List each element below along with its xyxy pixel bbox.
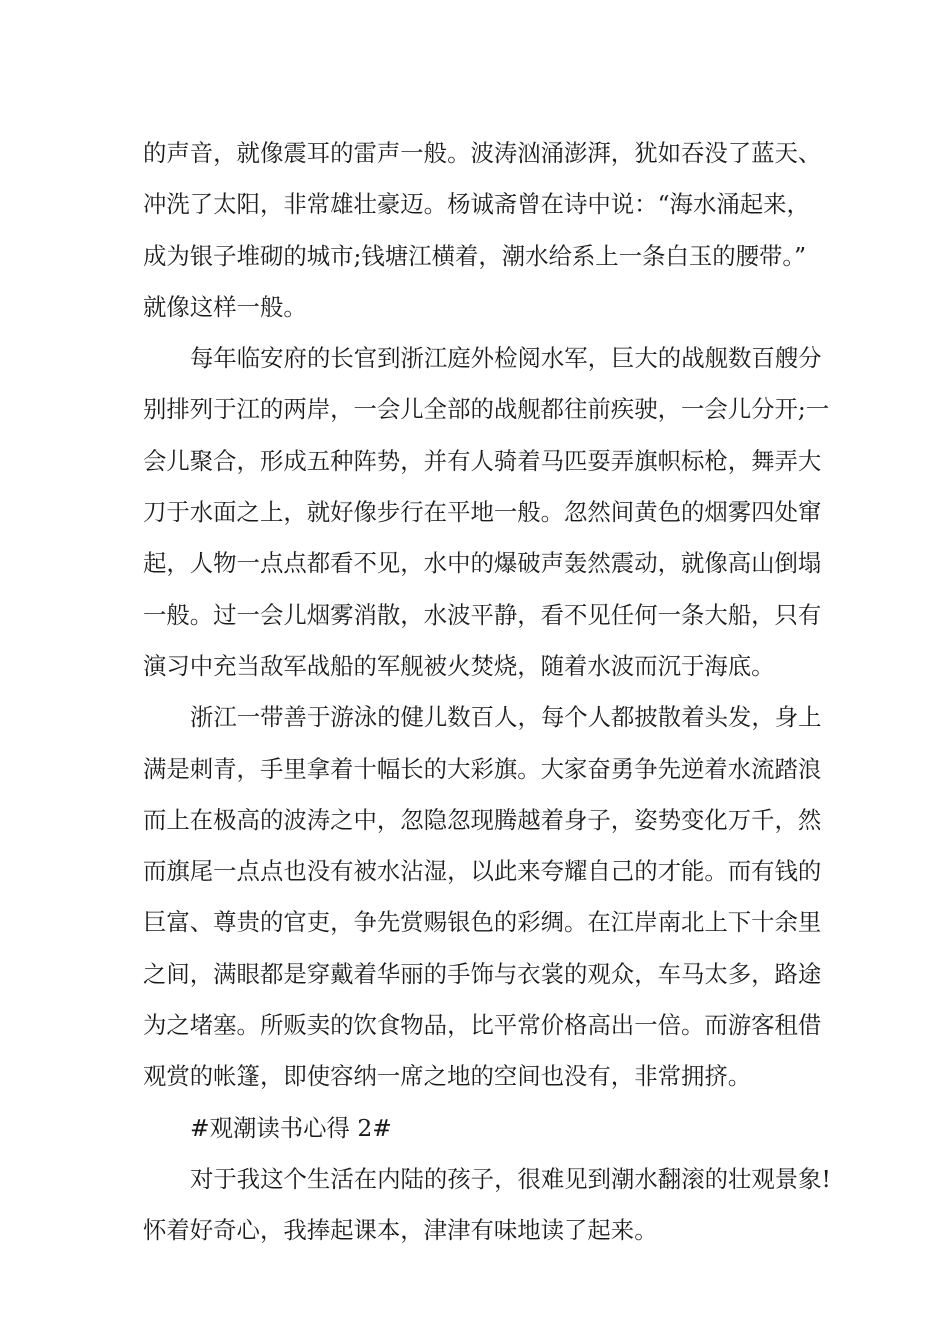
text-line: 怀着好奇心，我捧起课本，津津有味地读了起来。: [143, 1216, 658, 1245]
text-line: 而上在极高的波涛之中，忽隐忽现腾越着身子，姿势变化万千，然: [143, 805, 822, 834]
text-line: 起，人物一点点都看不见，水中的爆破声轰然震动，就像高山倒塌: [143, 549, 822, 578]
text-line: 之间，满眼都是穿戴着华丽的手饰与衣裳的观众，车马太多，路途: [143, 959, 822, 988]
paragraph-4: [143, 1154, 831, 1257]
text-line: 浙江一带善于游泳的健儿数百人，每个人都披散着头发，身上: [190, 703, 822, 732]
text-line: 的声音，就像震耳的雷声一般。波涛汹涌澎湃，犹如吞没了蓝天、: [143, 139, 822, 167]
text-line: 巨富、尊贵的官吏，争先赏赐银色的彩绸。在江岸南北上下十余里: [143, 908, 822, 937]
text-line: 满是刺青，手里拿着十幅长的大彩旗。大家奋勇争先逆着水流踏浪: [143, 754, 822, 783]
text-line: 为之堵塞。所贩卖的饮食物品，比平常价格高出一倍。而游客租借: [143, 1011, 822, 1040]
paragraph-2: [143, 333, 830, 692]
paragraph-3: [143, 692, 822, 1102]
text-line: 就像这样一般。: [143, 292, 307, 321]
paragraph-1: [143, 128, 822, 333]
text-line: 对于我这个生活在内陆的孩子，很难见到潮水翻滚的壮观景象!: [190, 1164, 831, 1193]
document-body: [143, 128, 831, 1257]
text-line: 一般。过一会儿烟雾消散，水波平静，看不见任何一条大船，只有: [143, 600, 822, 629]
text-line: 冲洗了太阳，非常雄壮豪迈。杨诚斋曾在诗中说：“海水涌起来，: [143, 190, 810, 219]
text-line: 每年临安府的长官到浙江庭外检阅水军，巨大的战舰数百艘分: [190, 344, 822, 373]
text-line: 观赏的帐篷，即使容纳一席之地的空间也没有，非常拥挤。: [143, 1062, 752, 1091]
text-line: 刀于水面之上，就好像步行在平地一般。忽然间黄色的烟雾四处窜: [143, 498, 822, 527]
text-line: 会儿聚合，形成五种阵势，并有人骑着马匹耍弄旗帜标枪，舞弄大: [143, 446, 822, 475]
text-line: 演习中充当敌军战船的军舰被火焚烧，随着水波而沉于海底。: [143, 651, 775, 680]
text-line: 别排列于江的两岸，一会儿全部的战舰都往前疾驶，一会儿分开;一: [143, 395, 830, 424]
text-line: 成为银子堆砌的城市;钱塘江横着，潮水给系上一条白玉的腰带。”: [143, 241, 807, 270]
section-heading: [143, 1103, 805, 1154]
text-line: 而旗尾一点点也没有被水沾湿，以此来夸耀自己的才能。而有钱的: [143, 857, 822, 886]
section-heading-text: #观潮读书心得 2#: [190, 1113, 392, 1142]
